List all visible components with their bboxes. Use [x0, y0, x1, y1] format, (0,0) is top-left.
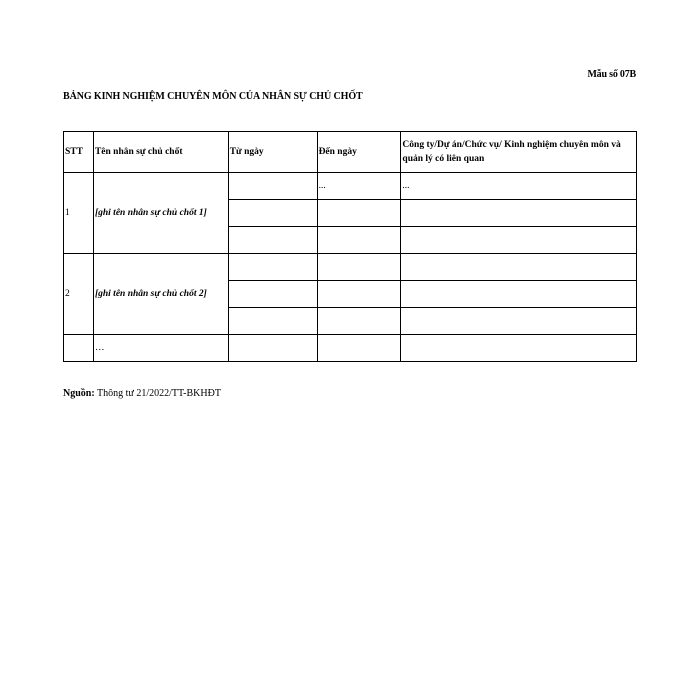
source-text: Thông tư 21/2022/TT-BKHĐT — [97, 388, 221, 399]
experience-cell — [401, 227, 637, 254]
experience-table — [63, 131, 637, 362]
from-date-cell — [228, 173, 317, 200]
from-date-cell — [228, 308, 317, 335]
to-date-cell — [317, 335, 401, 362]
table-row — [64, 335, 637, 362]
source-label: Nguồn: — [63, 388, 95, 399]
column-header-to-date: Đến ngày — [317, 132, 401, 173]
experience-cell — [401, 335, 637, 362]
experience-cell — [401, 254, 637, 281]
name-cell: [ghi tên nhân sự chủ chốt 2] — [93, 254, 228, 335]
table-row — [64, 254, 637, 281]
experience-cell — [401, 281, 637, 308]
table-header-row — [64, 132, 637, 173]
column-header-name: Tên nhân sự chủ chốt — [93, 132, 228, 173]
experience-cell — [401, 200, 637, 227]
name-cell: [ghi tên nhân sự chủ chốt 1] — [93, 173, 228, 254]
to-date-cell — [317, 308, 401, 335]
to-date-cell — [317, 227, 401, 254]
stt-cell — [64, 335, 94, 362]
document-title: BẢNG KINH NGHIỆM CHUYÊN MÔN CỦA NHÂN SỰ CHỦ CHỐT — [63, 91, 363, 102]
column-header-stt: STT — [64, 132, 94, 173]
experience-cell: ... — [401, 173, 637, 200]
form-code: Mẫu số 07B — [587, 69, 636, 80]
column-header-experience: Công ty/Dự án/Chức vụ/ Kinh nghiệm chuyên môn và quản lý có liên quan — [401, 132, 637, 173]
from-date-cell — [228, 227, 317, 254]
from-date-cell — [228, 254, 317, 281]
column-header-from-date: Từ ngày — [228, 132, 317, 173]
from-date-cell — [228, 281, 317, 308]
stt-cell: 2 — [64, 254, 94, 335]
source-note — [63, 388, 221, 399]
to-date-cell — [317, 281, 401, 308]
stt-cell: 1 — [64, 173, 94, 254]
table-row — [64, 173, 637, 200]
to-date-cell — [317, 254, 401, 281]
experience-cell — [401, 308, 637, 335]
to-date-cell — [317, 200, 401, 227]
from-date-cell — [228, 200, 317, 227]
from-date-cell — [228, 335, 317, 362]
to-date-cell: ... — [317, 173, 401, 200]
name-cell: … — [93, 335, 228, 362]
